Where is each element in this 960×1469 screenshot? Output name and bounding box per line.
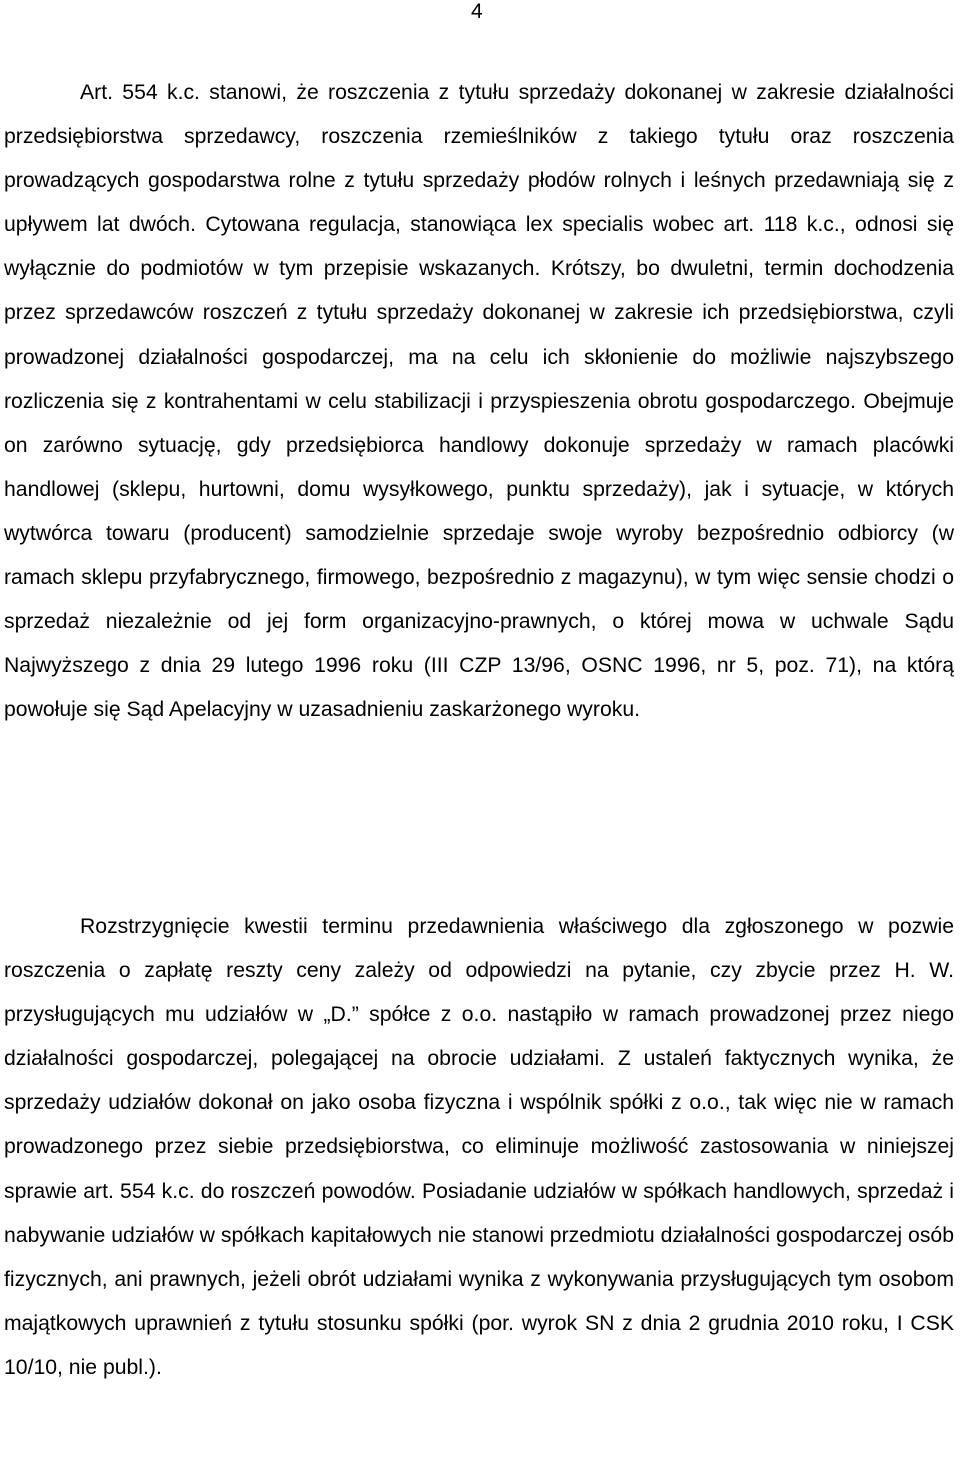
paragraph-limitation-period: Rozstrzygnięcie kwestii terminu przedawnienia właściwego dla zgłoszonego w pozwie roszczenia o zapłatę reszty ceny zależy od odpowiedzi na pytanie, czy zbycie przez H. W. przysługujących mu udziałów w „D.” spółce z o.o. nastąpiło w ramach prowadzonej przez niego działalności gospodarczej, polegającej na obrocie udziałami. Z ustaleń faktycznych wynika, że sprzedaży udziałów dokonał on jako osoba fizyczna i wspólnik spółki z o.o., tak więc nie w ramach prowadzonego przez siebie przedsiębiorstwa, co eliminuje możliwość zastosowania w niniejszej sprawie art. 554 k.c. do roszczeń powodów. Posiadanie udziałów w spółkach handlowych, sprzedaż i nabywanie udziałów w spółkach kapitałowych nie stanowi przedmiotu działalności gospodarczej osób fizycznych, ani prawnych, jeżeli obrót udziałami wynika z wykonywania przysługujących tym osobom majątkowych uprawnień z tytułu stosunku spółki (por. wyrok SN z dnia 2 grudnia 2010 roku, I CSK 10/10, nie publ.). (4, 915, 954, 1379)
paragraph-art-554: Art. 554 k.c. stanowi, że roszczenia z tytułu sprzedaży dokonanej w zakresie działalności przedsiębiorstwa sprzedawcy, roszczenia rzemieślników z takiego tytułu oraz roszczenia prowadzących gospodarstwa rolne z tytułu sprzedaży płodów rolnych i leśnych przedawniają się z upływem lat dwóch. Cytowana regulacja, stanowiąca lex specialis wobec art. 118 k.c., odnosi się wyłącznie do podmiotów w tym przepisie wskazanych. Krótszy, bo dwuletni, termin dochodzenia przez sprzedawców roszczeń z tytułu sprzedaży dokonanej w zakresie ich przedsiębiorstwa, czyli prowadzonej działalności gospodarczej, ma na celu ich skłonienie do możliwie najszybszego rozliczenia się z kontrahentami w celu stabilizacji i przyspieszenia obrotu gospodarczego. Obejmuje on zarówno sytuację, gdy przedsiębiorca handlowy dokonuje sprzedaży w ramach placówki handlowej (sklepu, hurtowni, domu wysyłkowego, punktu sprzedaży), jak i sytuacje, w których wytwórca towaru (producent) samodzielnie sprzedaje swoje wyroby bezpośrednio odbiorcy (w ramach sklepu przyfabrycznego, firmowego, bezpośrednio z magazynu), w tym więc sensie chodzi o sprzedaż niezależnie od jej form organizacyjno-prawnych, o której mowa w uchwale Sądu Najwyższego z dnia 29 lutego 1996 roku (III CZP 13/96, OSNC 1996, nr 5, poz. 71), na którą powołuje się Sąd Apelacyjny w uzasadnieniu zaskarżonego wyroku. (4, 81, 954, 722)
page-number: 4 (471, 0, 483, 23)
